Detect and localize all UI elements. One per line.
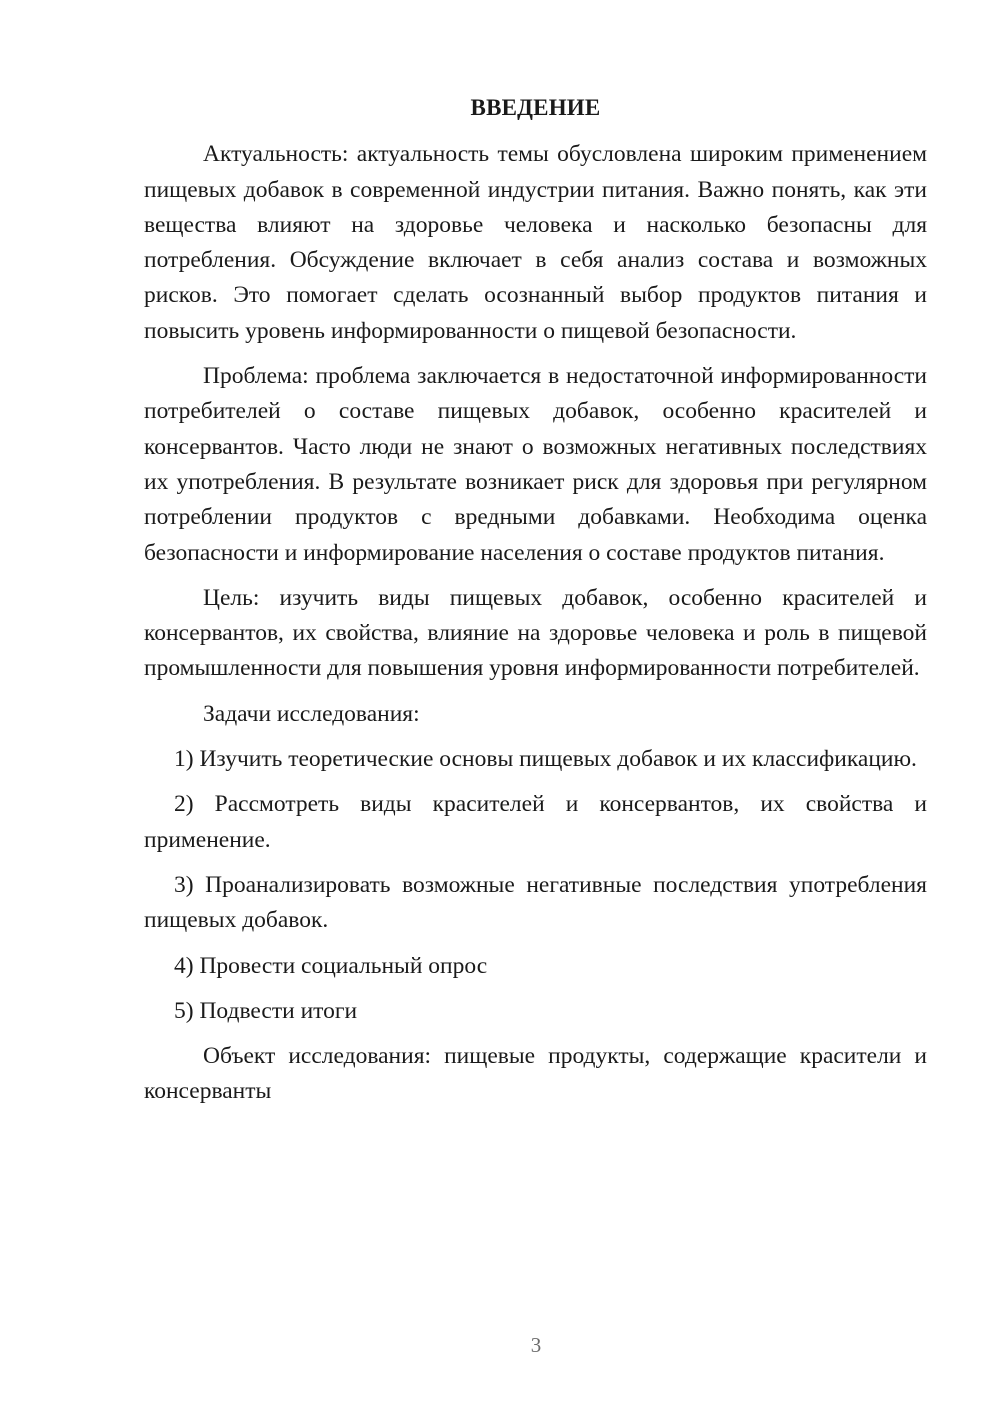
task-item-4: 4) Провести социальный опрос <box>174 952 488 979</box>
tasks-heading: Задачи исследования: <box>203 700 420 727</box>
task-item-2: 2) Рассмотреть виды красителей и консервантов, их свойства и применение. <box>144 791 927 853</box>
section-title: ВВЕДЕНИЕ <box>470 95 601 120</box>
task-item-5: 5) Подвести итоги <box>174 997 358 1024</box>
problem-paragraph: Проблема: проблема заключается в недостаточной информированности потребителей о составе пищевых добавок, особенно красителей и консервантов. Часто люди не знают о возможных негативных последствиях их употребления. В результате возникает риск для здоровья при регулярном потреблении продуктов с вредными добавками. Необходима оценка безопасности и информирование населения о составе продуктов питания. <box>144 363 927 566</box>
page-content <box>144 90 927 1120</box>
object-paragraph: Объект исследования: пищевые продукты, содержащие красители и консерванты <box>144 1043 927 1105</box>
task-item-3: 3) Проанализировать возможные негативные последствия употребления пищевых добавок. <box>144 871 927 934</box>
goal-paragraph: Цель: изучить виды пищевых добавок, особенно красителей и консервантов, их свойства, влияние на здоровье человека и роль в пищевой промышленности для повышения уровня информированности потребителей. <box>144 584 927 682</box>
page-number: 3 <box>530 1333 542 1357</box>
relevance-paragraph: Актуальность: актуальность темы обусловлена широким применением пищевых добавок в современной индустрии питания. Важно понять, как эти вещества влияют на здоровье человека и насколько безопасны для потребления. Обсуждение включает в себя анализ состава и возможных рисков. Это помогает сделать осознанный выбор продуктов питания и повысить уровень информированности о пищевой безопасности. <box>144 141 927 344</box>
task-item-1: 1) Изучить теоретические основы пищевых добавок и их классификацию. <box>174 746 917 773</box>
